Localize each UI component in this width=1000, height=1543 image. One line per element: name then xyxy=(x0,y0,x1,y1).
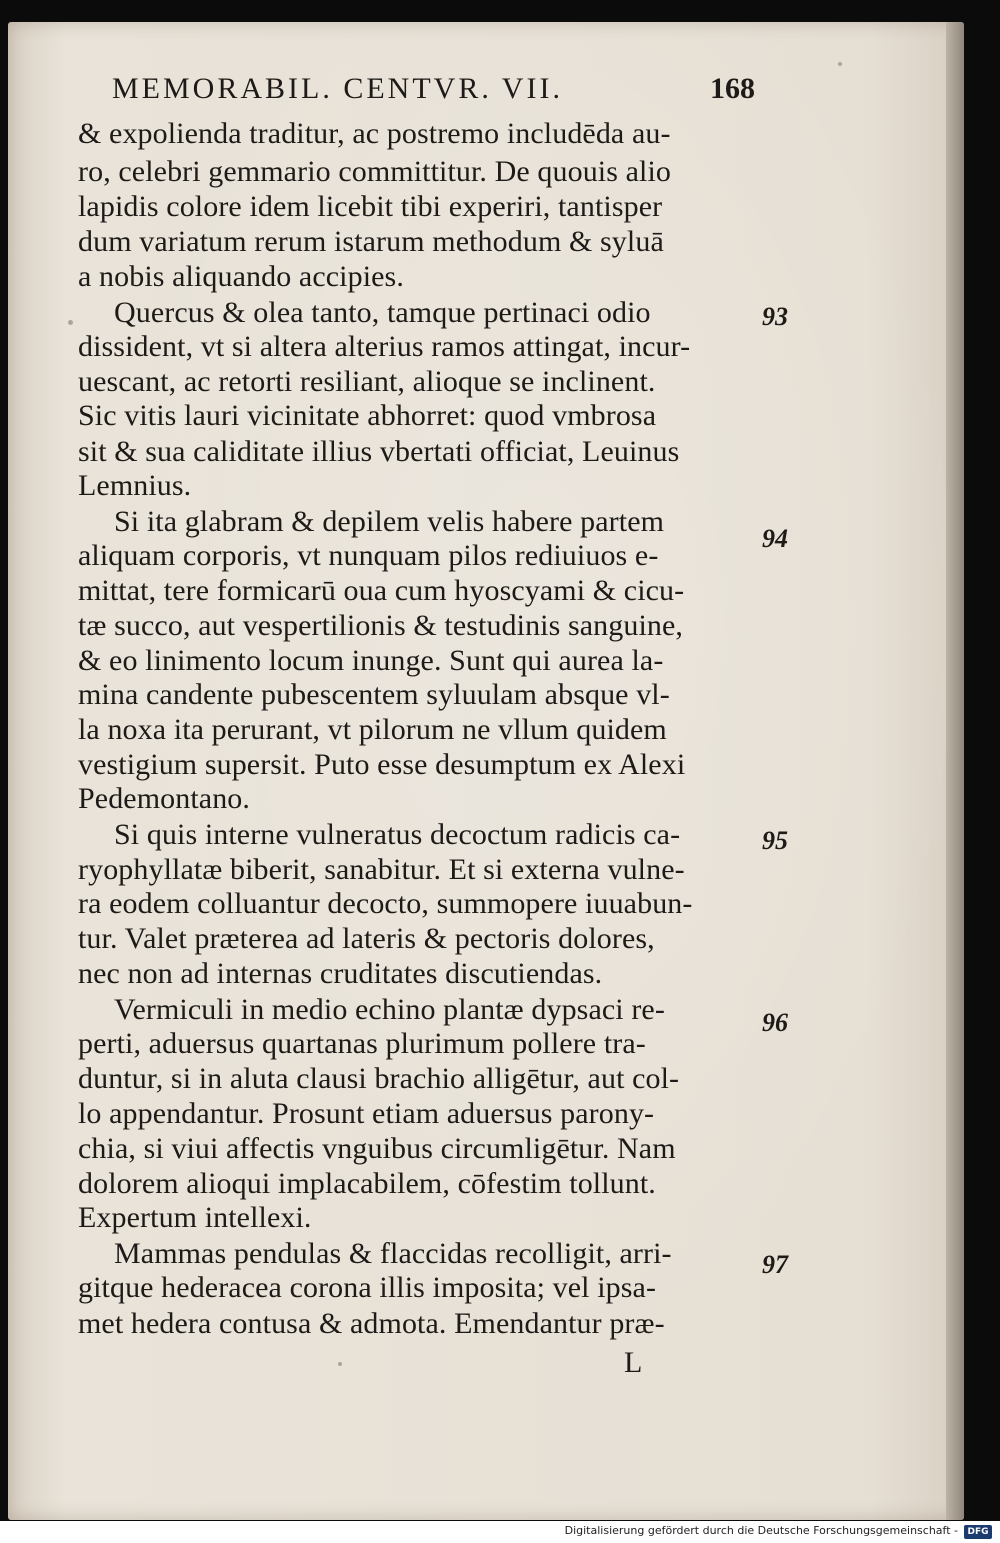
text-line: uescant, ac retorti resiliant, alioque se inclinent. xyxy=(78,365,656,398)
text-line: vestigium supersit. Puto esse desumptum ex Alexi xyxy=(78,748,686,781)
paper-speck xyxy=(338,1362,342,1366)
text-line: Si quis interne vulneratus decoctum radicis ca- xyxy=(114,818,681,851)
text-line: & eo linimento locum inunge. Sunt qui aurea la- xyxy=(78,644,664,677)
text-line: perti, aduersus quartanas plurimum pollere tra- xyxy=(78,1027,646,1060)
text-line: Sic vitis lauri vicinitate abhorret: quod vmbrosa xyxy=(78,399,657,432)
text-line: Pedemontano. xyxy=(78,782,251,815)
signature-mark: L xyxy=(624,1346,643,1379)
text-line: lapidis colore idem licebit tibi experiri, tantisper xyxy=(78,190,663,223)
text-line: a nobis aliquando accipies. xyxy=(78,260,404,293)
paper-speck xyxy=(838,62,842,66)
text-line: tæ succo, aut vespertilionis & testudinis sanguine, xyxy=(78,609,684,642)
running-head: MEMORABIL. CENTVR. VII. xyxy=(112,72,563,105)
text-line: duntur, si in aluta clausi brachio alligētur, aut col- xyxy=(78,1062,680,1095)
text-line: lo appendantur. Prosunt etiam aduersus parony- xyxy=(78,1097,655,1130)
text-line: Si ita glabram & depilem velis habere partem xyxy=(114,505,665,538)
text-line: Expertum intellexi. xyxy=(78,1201,312,1234)
margin-number: 95 xyxy=(762,826,788,855)
text-line: la noxa ita perurant, vt pilorum ne vllum quidem xyxy=(78,713,667,746)
text-line: met hedera contusa & admota. Emendantur præ- xyxy=(78,1307,665,1340)
dfg-logo-icon[interactable]: DFG xyxy=(964,1525,992,1539)
text-line: dum variatum rerum istarum methodum & syluā xyxy=(78,225,664,258)
funding-note: Digitalisierung gefördert durch die Deutsche Forschungsgemeinschaft - xyxy=(564,1524,958,1537)
text-line: ro, celebri gemmario committitur. De quouis alio xyxy=(78,155,671,188)
funding-footer xyxy=(0,1521,1000,1543)
text-line: sit & sua caliditate illius vbertati officiat, Leuinus xyxy=(78,435,680,468)
margin-number: 94 xyxy=(762,524,788,553)
paper-speck xyxy=(68,320,73,325)
folio-number: 168 xyxy=(710,72,755,105)
text-line: chia, si viui affectis vnguibus circumligētur. Nam xyxy=(78,1132,676,1165)
text-line: & expolienda traditur, ac postremo includēda au- xyxy=(78,117,671,150)
text-line: Lemnius. xyxy=(78,469,192,502)
text-line: dissident, vt si altera alterius ramos attingat, incur- xyxy=(78,330,691,363)
text-line: ra eodem colluantur decocto, summopere iuuabun- xyxy=(78,887,693,920)
margin-number: 96 xyxy=(762,1008,788,1037)
text-line: Mammas pendulas & flaccidas recolligit, arri- xyxy=(114,1237,672,1270)
text-line: Quercus & olea tanto, tamque pertinaci odio xyxy=(114,296,651,329)
text-line: ryophyllatæ biberit, sanabitur. Et si externa vulne- xyxy=(78,853,685,886)
text-line: mittat, tere formicarū oua cum hyoscyami & cicu- xyxy=(78,574,685,607)
text-line: dolorem alioqui implacabilem, cōfestim tollunt. xyxy=(78,1167,656,1200)
text-line: aliquam corporis, vt nunquam pilos rediuiuos e- xyxy=(78,539,659,572)
text-line: nec non ad internas cruditates discutiendas. xyxy=(78,957,603,990)
text-line: tur. Valet præterea ad lateris & pectoris dolores, xyxy=(78,922,655,955)
margin-number: 97 xyxy=(762,1250,788,1279)
text-line: Vermiculi in medio echino plantæ dypsaci re- xyxy=(114,993,665,1026)
text-line: gitque hederacea corona illis imposita; vel ipsa- xyxy=(78,1271,657,1304)
text-line: mina candente pubescentem syluulam absque vl- xyxy=(78,678,670,711)
page-edge-shadow xyxy=(946,22,964,1520)
margin-number: 93 xyxy=(762,302,788,331)
